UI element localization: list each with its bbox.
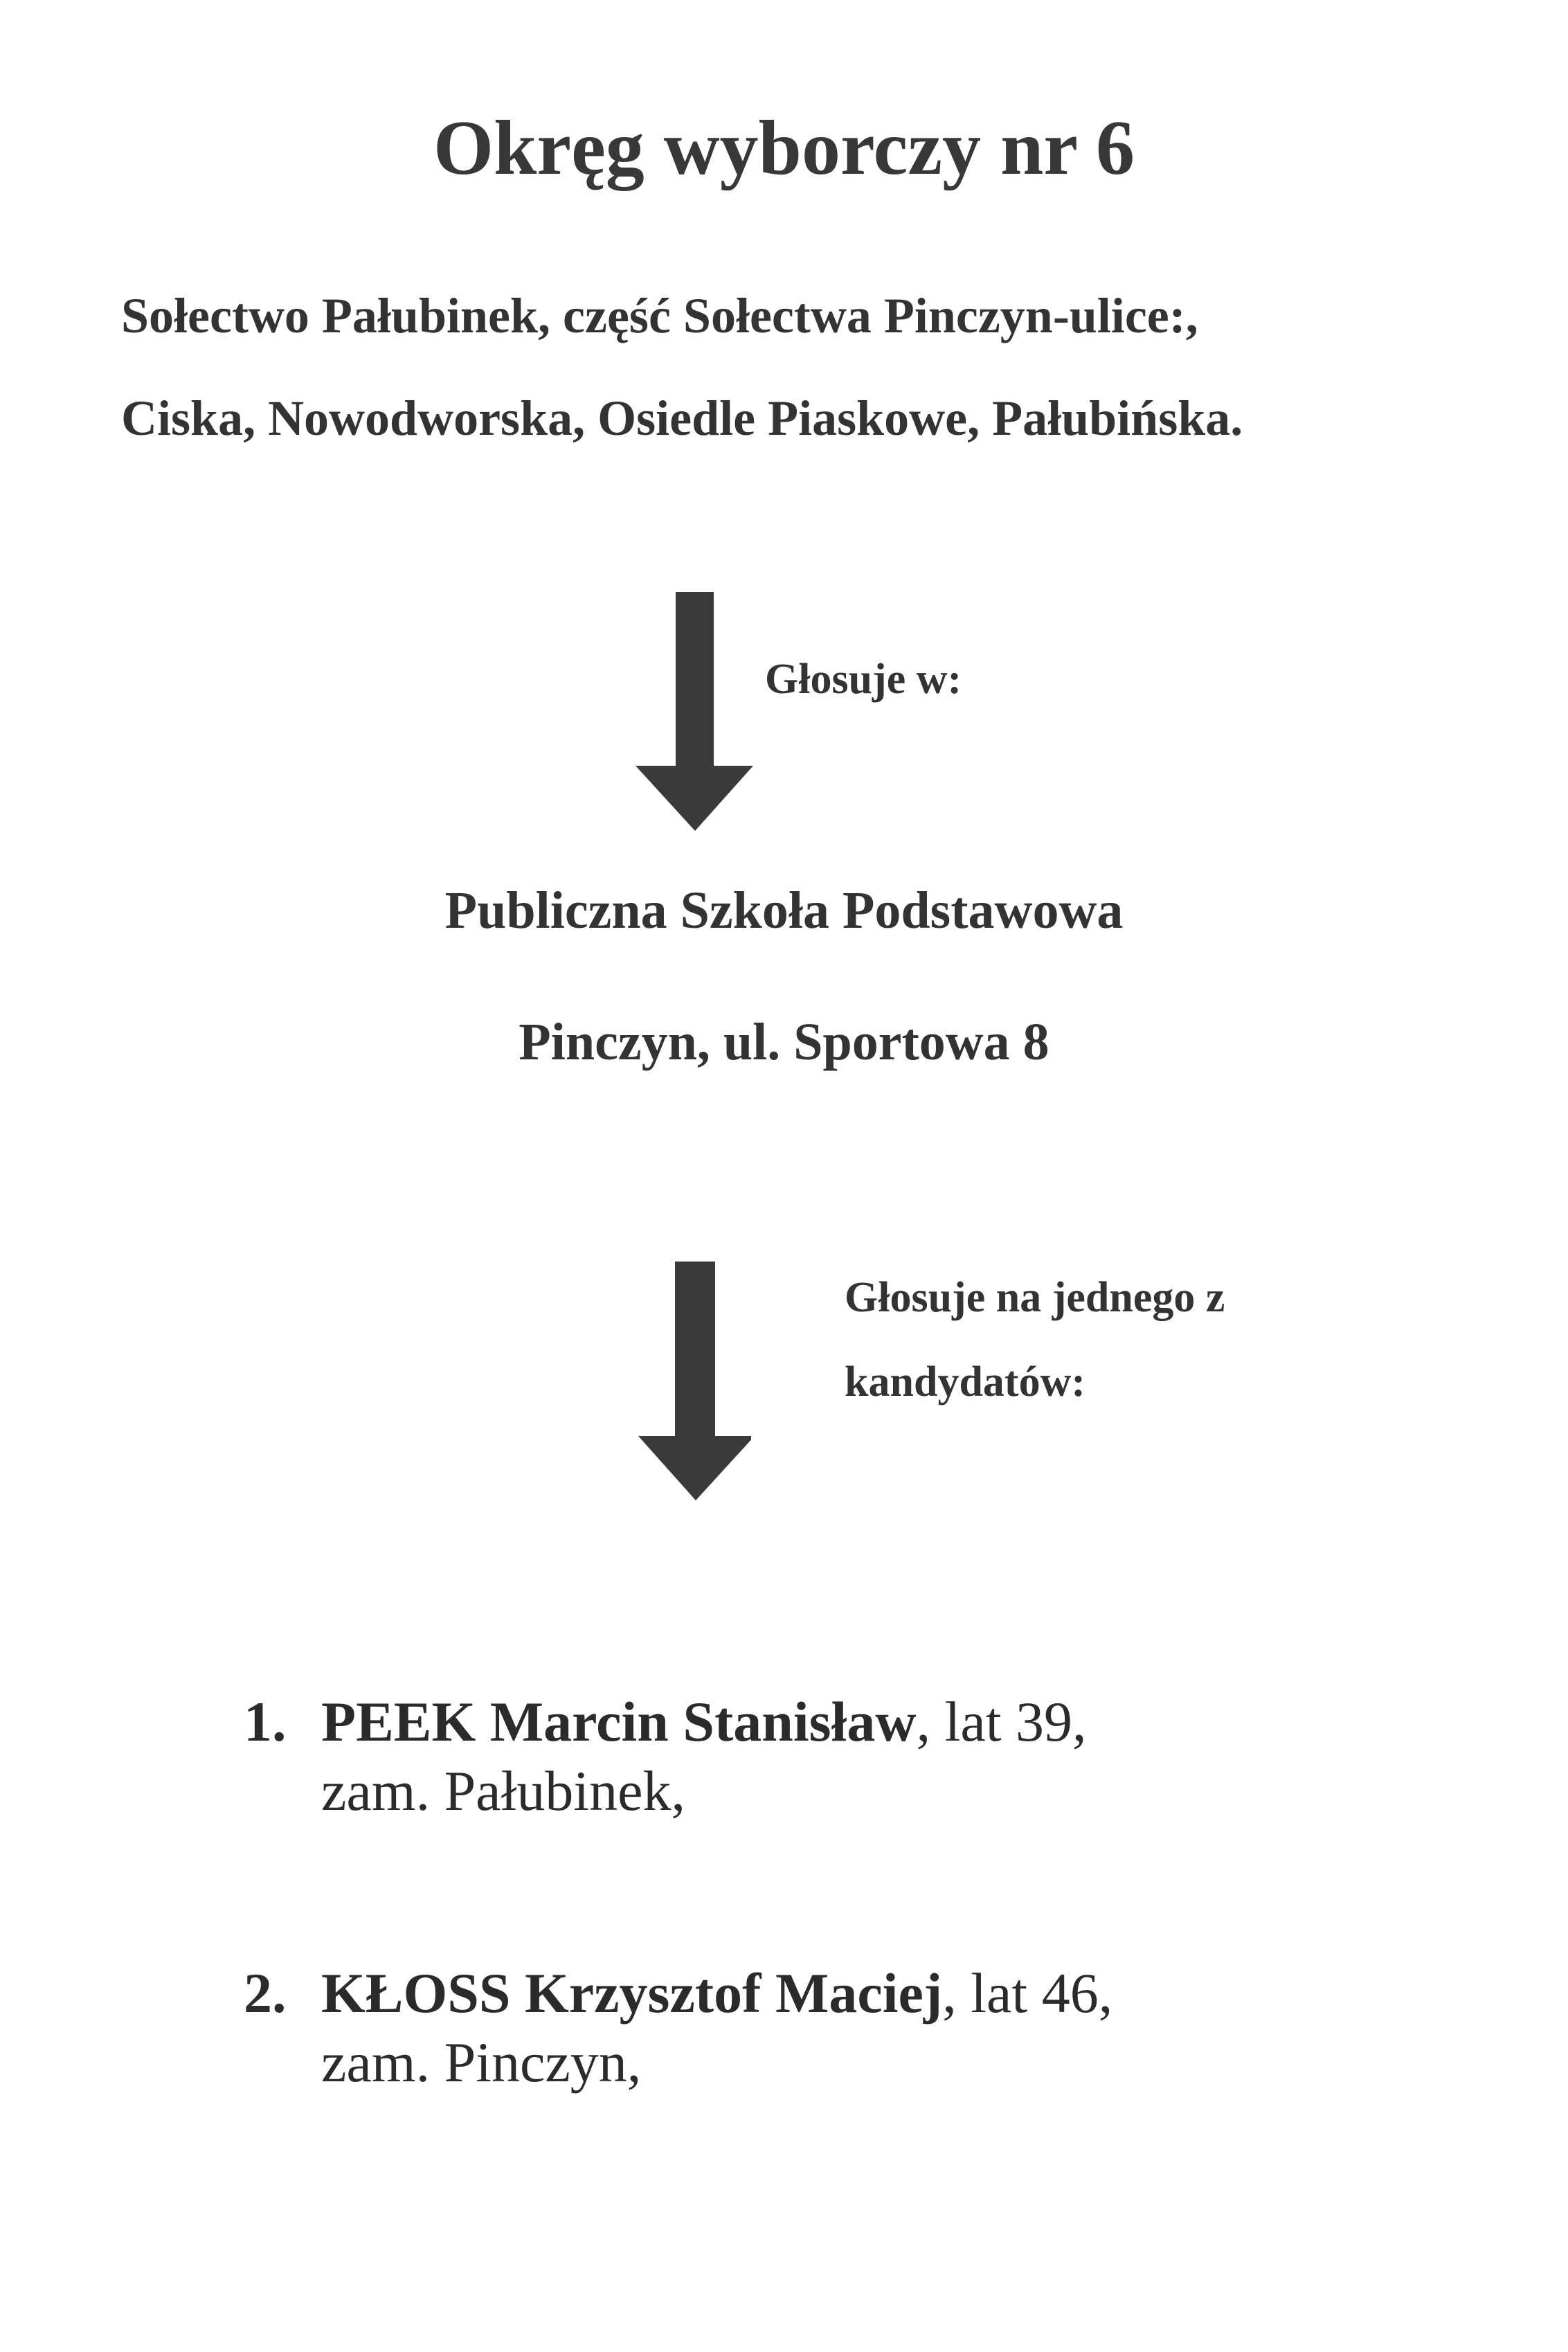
polling-place-name: Publiczna Szkoła Podstawowa [444,881,1124,940]
vote-location-label: Głosuje w: [765,656,962,703]
candidate-residence: zam. Pinczyn, [321,2031,642,2094]
area-description-line-2: Ciska, Nowodworska, Osiedle Piaskowe, Pałubińska. [121,390,1243,446]
candidate-item [244,1962,1113,2094]
area-description-line-1: Sołectwo Pałubinek, część Sołectwa Pinczyn-ulice:, [121,288,1198,343]
candidate-age: , lat 39, [916,1690,1087,1753]
candidate-item [244,1690,1087,1822]
arrow-down-icon [620,1262,751,1500]
vote-candidates-label-line-2: kandydatów: [845,1358,1085,1406]
candidate-age: , lat 46, [942,1962,1113,2025]
candidate-name: KŁOSS Krzysztof Maciej [321,1962,943,2025]
vote-candidates-label-line-1: Głosuje na jednego z [845,1274,1225,1321]
candidate-number: 1. [244,1690,287,1753]
candidate-name: PEEK Marcin Stanisław [321,1690,917,1753]
candidate-number: 2. [244,1962,287,2025]
arrow-down-icon [622,592,753,831]
polling-place-address: Pinczyn, ul. Sportowa 8 [519,1013,1049,1071]
candidate-residence: zam. Pałubinek, [321,1759,686,1822]
page-title: Okręg wyborczy nr 6 [433,105,1135,191]
